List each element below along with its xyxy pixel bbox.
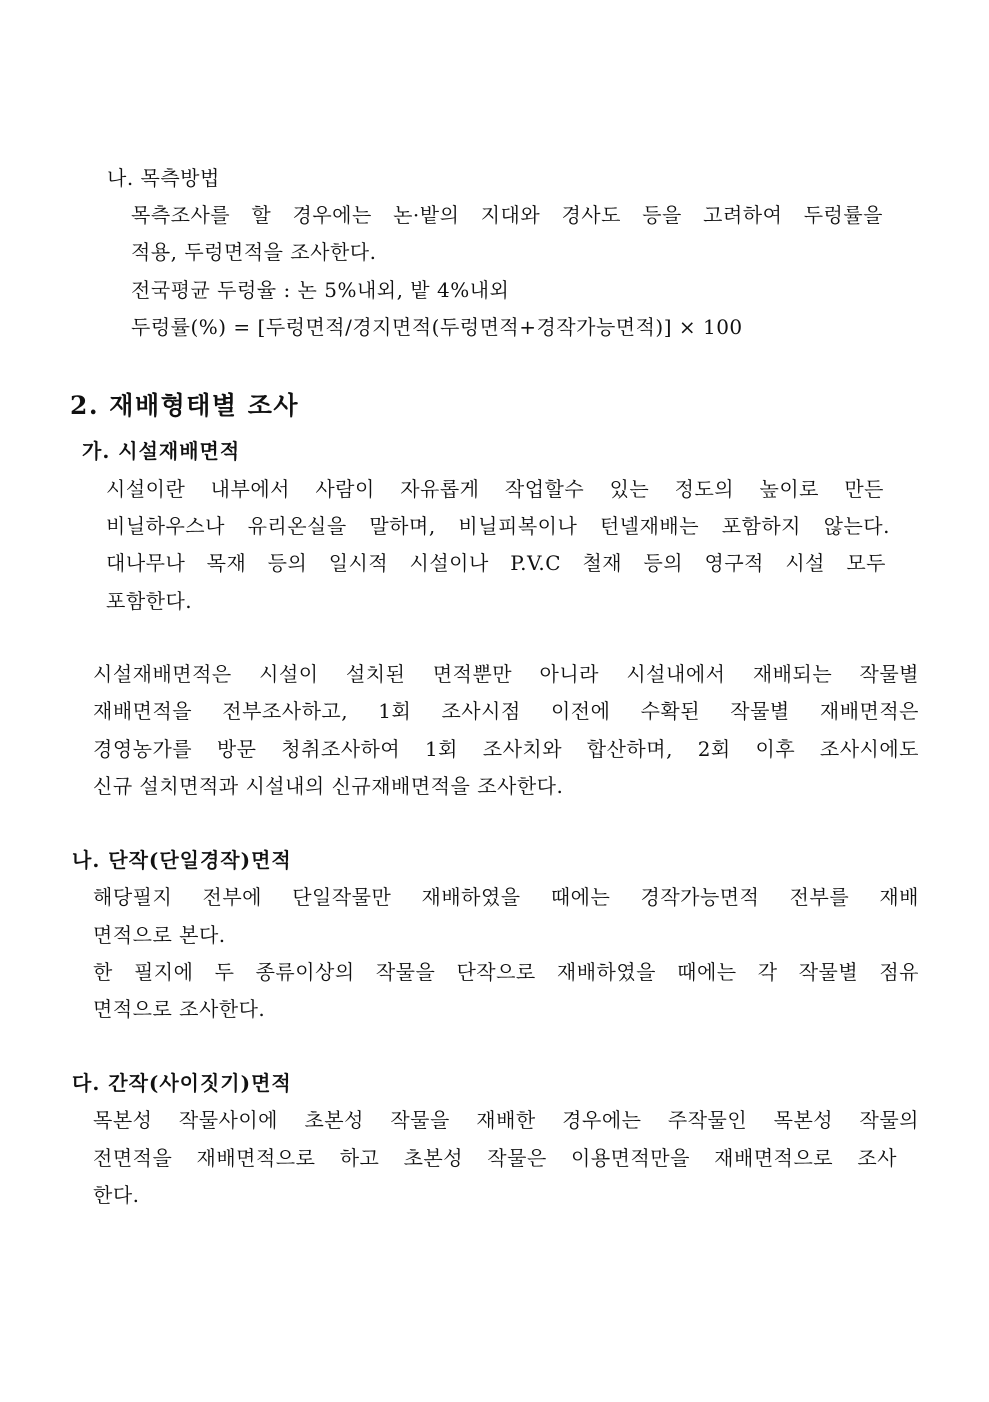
paragraph-line: 목본성 작물사이에 초본성 작물을 재배한 경우에는 주작물인 목본성 작물의 <box>93 1108 919 1132</box>
formula-line: 두렁률(%) = [두렁면적/경지면적(두렁면적+경작가능면적)] × 100 <box>131 315 743 339</box>
paragraph-line: 비닐하우스나 유리온실을 말하며, 비닐피복이나 턴넬재배는 포함하지 않는다. <box>106 514 890 538</box>
paragraph-line: 전국평균 두렁율 : 논 5%내외, 밭 4%내외 <box>131 278 510 302</box>
paragraph-line: 시설이란 내부에서 사람이 자유롭게 작업할수 있는 정도의 높이로 만든 <box>106 477 884 501</box>
paragraph-line: 시설재배면적은 시설이 설치된 면적뿐만 아니라 시설내에서 재배되는 작물별 <box>93 662 919 686</box>
subsection-heading-intercropping: 다. 간작(사이짓기)면적 <box>72 1071 292 1095</box>
paragraph-line: 경영농가를 방문 청취조사하여 1회 조사치와 합산하며, 2회 이후 조사시에도 <box>93 737 919 761</box>
paragraph-line: 전면적을 재배면적으로 하고 초본성 작물은 이용면적만을 재배면적으로 조사 <box>93 1146 897 1170</box>
paragraph-line: 적용, 두렁면적을 조사한다. <box>131 240 377 264</box>
section-title: 2. 재배형태별 조사 <box>70 391 300 420</box>
subsection-heading-facility: 가. 시설재배면적 <box>82 439 241 463</box>
paragraph-line: 한다. <box>93 1183 140 1207</box>
paragraph-line: 재배면적을 전부조사하고, 1회 조사시점 이전에 수확된 작물별 재배면적은 <box>93 699 919 723</box>
paragraph-line: 포함한다. <box>106 589 193 613</box>
paragraph-line: 해당필지 전부에 단일작물만 재배하였을 때에는 경작가능면적 전부를 재배 <box>93 885 919 909</box>
paragraph-line: 대나무나 목재 등의 일시적 시설이나 P.V.C 철재 등의 영구적 시설 모두 <box>106 551 886 575</box>
section-heading-mokcheuk: 나. 목측방법 <box>107 166 220 190</box>
subsection-heading-monoculture: 나. 단작(단일경작)면적 <box>72 848 292 872</box>
paragraph-line: 목측조사를 할 경우에는 논·밭의 지대와 경사도 등을 고려하여 두렁률을 <box>131 203 883 227</box>
paragraph-line: 한 필지에 두 종류이상의 작물을 단작으로 재배하였을 때에는 각 작물별 점유 <box>93 960 919 984</box>
paragraph-line: 면적으로 조사한다. <box>93 997 266 1021</box>
paragraph-line: 면적으로 본다. <box>93 923 226 947</box>
paragraph-line: 신규 설치면적과 시설내의 신규재배면적을 조사한다. <box>93 774 564 798</box>
